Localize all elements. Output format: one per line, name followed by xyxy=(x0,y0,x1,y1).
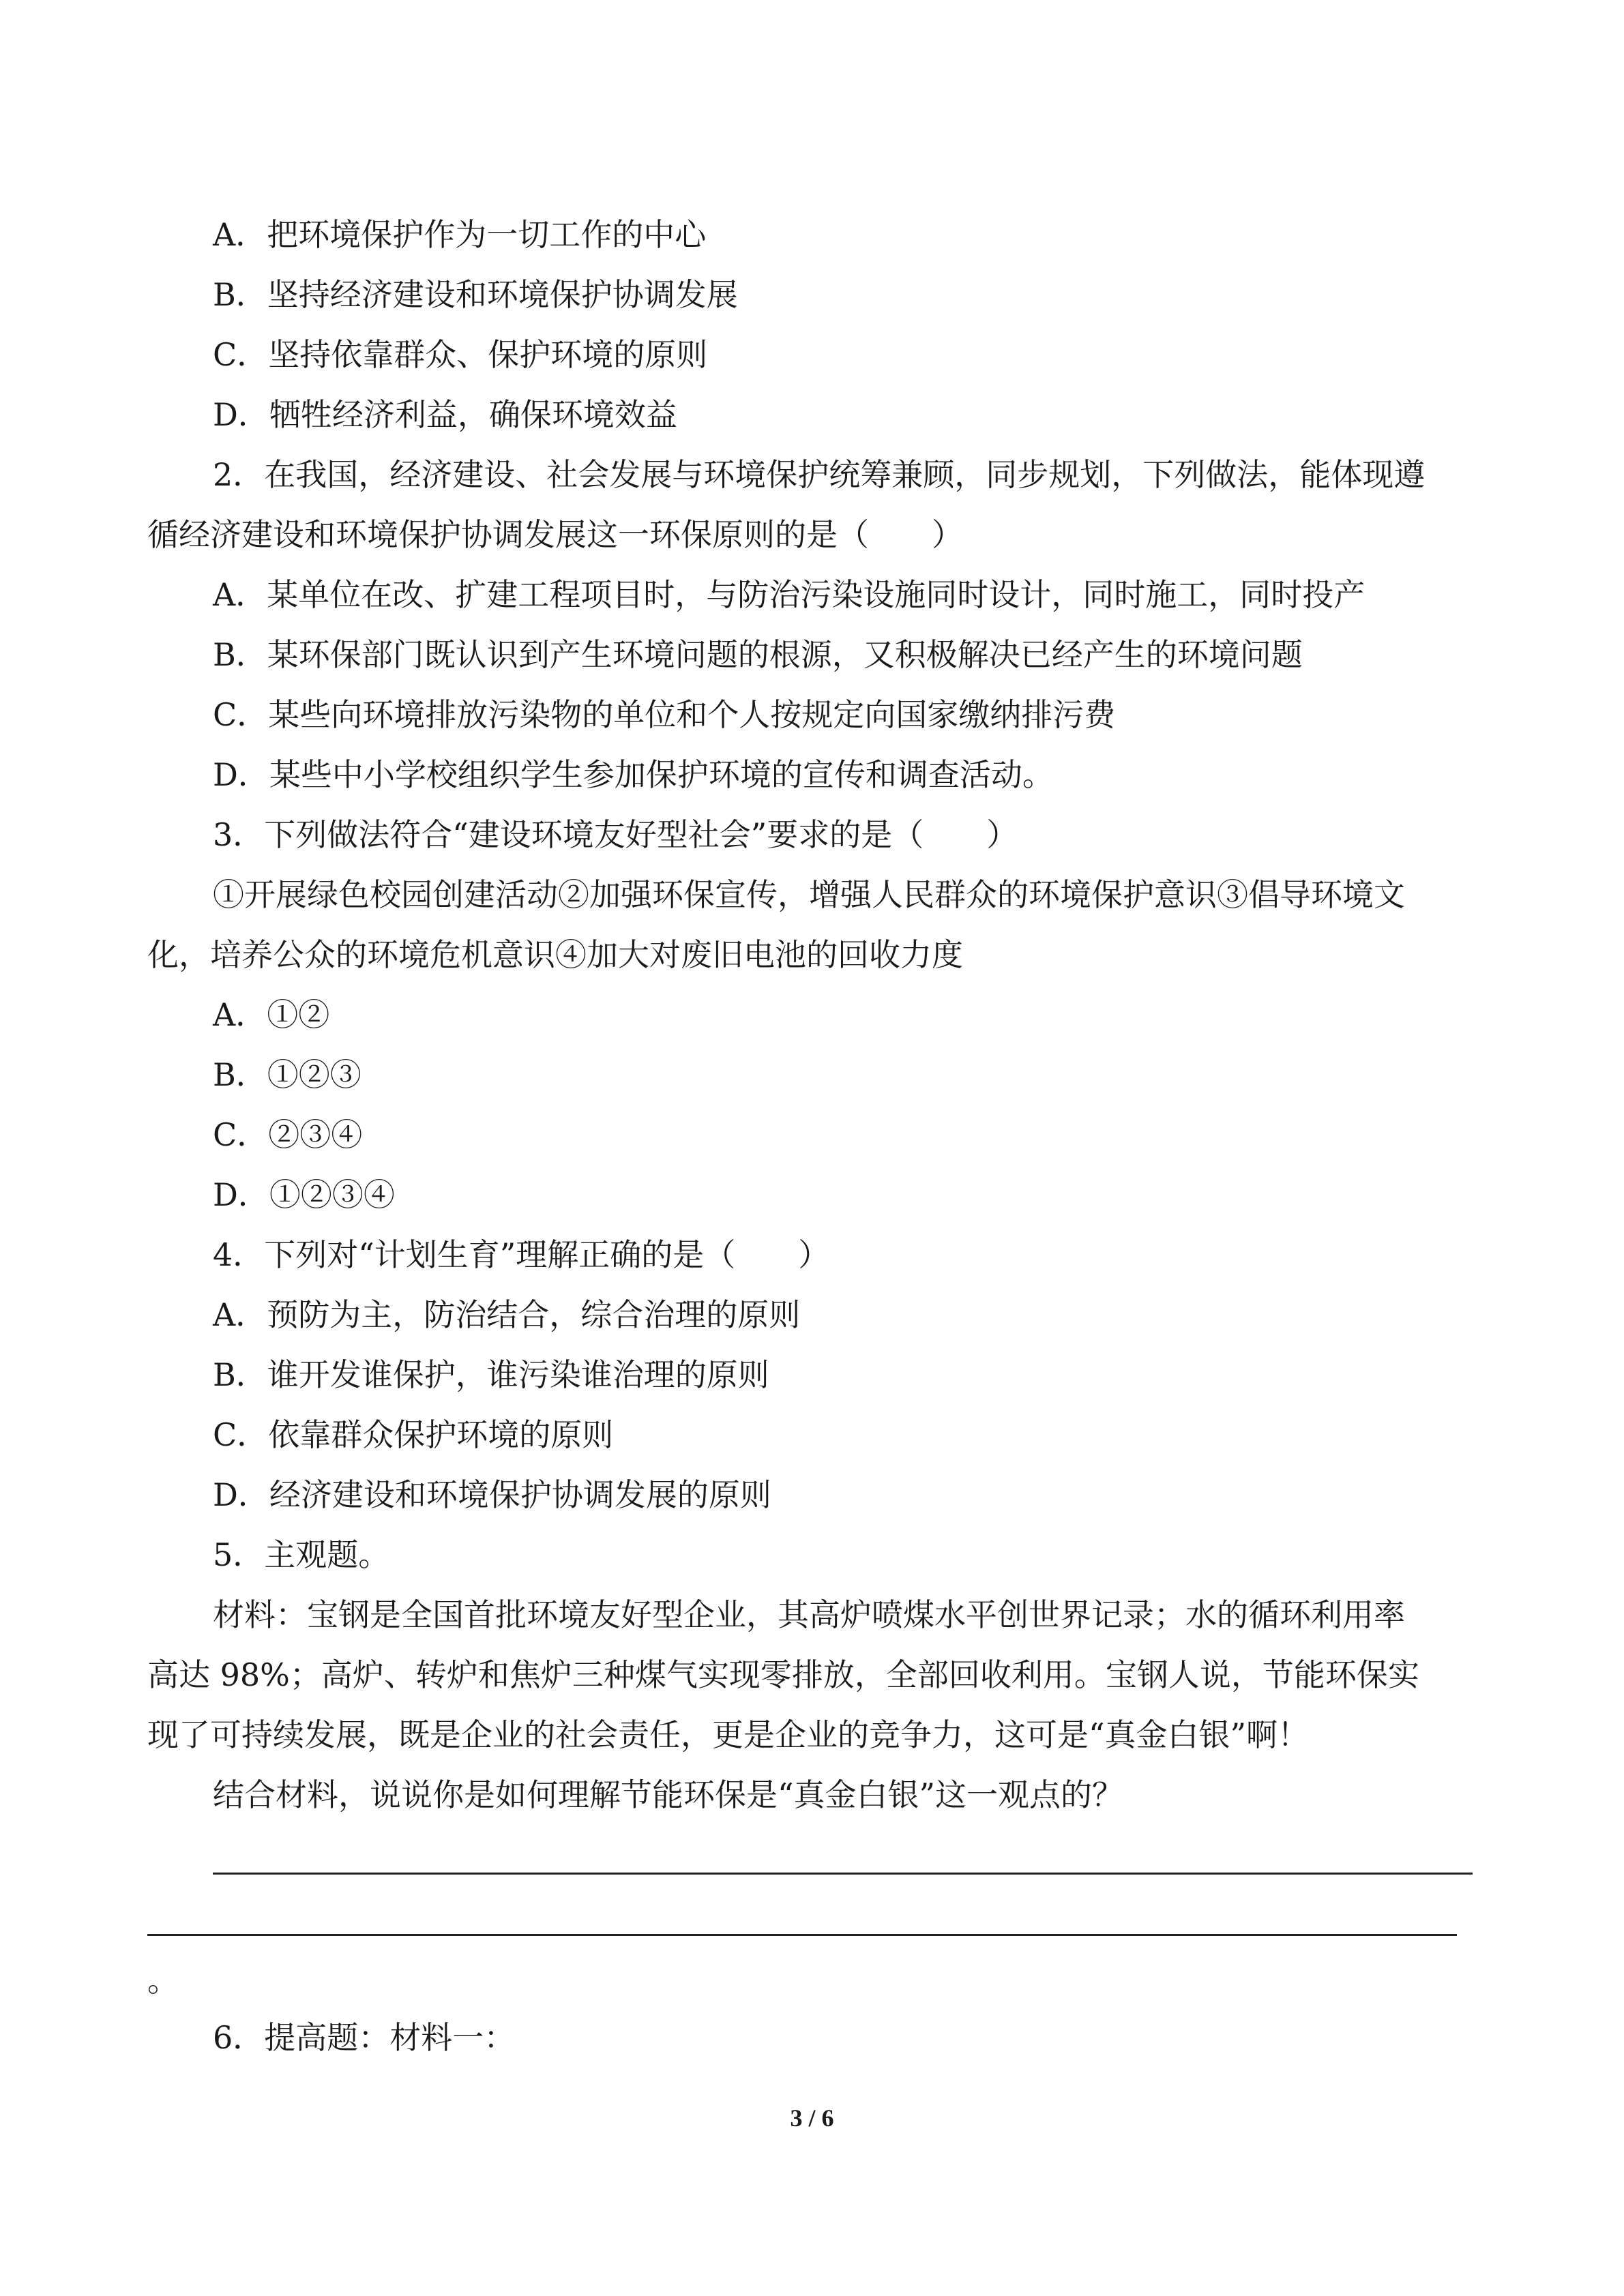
q5-material-line1: 材料：宝钢是全国首批环境友好型企业，其高炉喷煤水平创世界记录；水的循环利用率 xyxy=(213,1596,1405,1633)
q1-option-a: A．把环境保护作为一切工作的中心 xyxy=(213,216,707,253)
answer-line-1 xyxy=(213,1873,1473,1875)
q3-option-a: A．①② xyxy=(213,996,330,1033)
q1-option-c: C．坚持依靠群众、保护环境的原则 xyxy=(213,336,708,373)
q4-option-d: D．经济建设和环境保护协调发展的原则 xyxy=(213,1476,771,1513)
q1-option-b: B．坚持经济建设和环境保护协调发展 xyxy=(213,276,738,313)
q3-option-d: D．①②③④ xyxy=(213,1176,395,1213)
q3-option-c: C．②③④ xyxy=(213,1116,363,1153)
q2-option-a: A．某单位在改、扩建工程项目时，与防治污染设施同时设计，同时施工，同时投产 xyxy=(213,576,1365,613)
q4-option-c: C．依靠群众保护环境的原则 xyxy=(213,1416,614,1453)
q2-option-b: B．某环保部门既认识到产生环境问题的根源，又积极解决已经产生的环境问题 xyxy=(213,636,1303,673)
answer-line-2 xyxy=(147,1934,1457,1936)
q4-option-b: B．谁开发谁保护，谁污染谁治理的原则 xyxy=(213,1356,769,1393)
q3-items-line1: ①开展绿色校园创建活动②加强环保宣传，增强人民群众的环境保护意识③倡导环境文 xyxy=(213,876,1405,913)
q5-material-line2: 高达 98%；高炉、转炉和焦炉三种煤气实现零排放，全部回收利用。宝钢人说，节能环保实 xyxy=(147,1656,1419,1693)
q3-items-line2: 化，培养公众的环境危机意识④加大对废旧电池的回收力度 xyxy=(147,936,963,973)
q4-stem: 4．下列对“计划生育”理解正确的是（ ） xyxy=(213,1236,830,1273)
q3-option-b: B．①②③ xyxy=(213,1056,361,1093)
q2-option-d: D．某些中小学校组织学生参加保护环境的宣传和调查活动。 xyxy=(213,756,1054,793)
q2-option-c: C．某些向环境排放污染物的单位和个人按规定向国家缴纳排污费 xyxy=(213,696,1116,733)
q1-option-d: D．牺牲经济利益，确保环境效益 xyxy=(213,396,677,433)
q2-stem-line2: 循经济建设和环境保护协调发展这一环保原则的是（ ） xyxy=(147,516,963,553)
page-number: 3 / 6 xyxy=(790,2104,834,2132)
q5-question: 结合材料，说说你是如何理解节能环保是“真金白银”这一观点的？ xyxy=(213,1776,1124,1813)
q2-stem-line1: 2．在我国，经济建设、社会发展与环境保护统筹兼顾，同步规划，下列做法，能体现遵 xyxy=(213,456,1426,493)
q5-stem: 5．主观题。 xyxy=(213,1536,390,1573)
q5-material-line3: 现了可持续发展，既是企业的社会责任，更是企业的竞争力，这可是“真金白银”啊！ xyxy=(147,1716,1310,1753)
q6-stem: 6．提高题：材料一： xyxy=(213,2019,516,2056)
q4-option-a: A．预防为主，防治结合，综合治理的原则 xyxy=(213,1296,801,1333)
answer-end-mark: 。 xyxy=(147,1962,179,1999)
q3-stem: 3．下列做法符合“建设环境友好型社会”要求的是（ ） xyxy=(213,816,1018,853)
